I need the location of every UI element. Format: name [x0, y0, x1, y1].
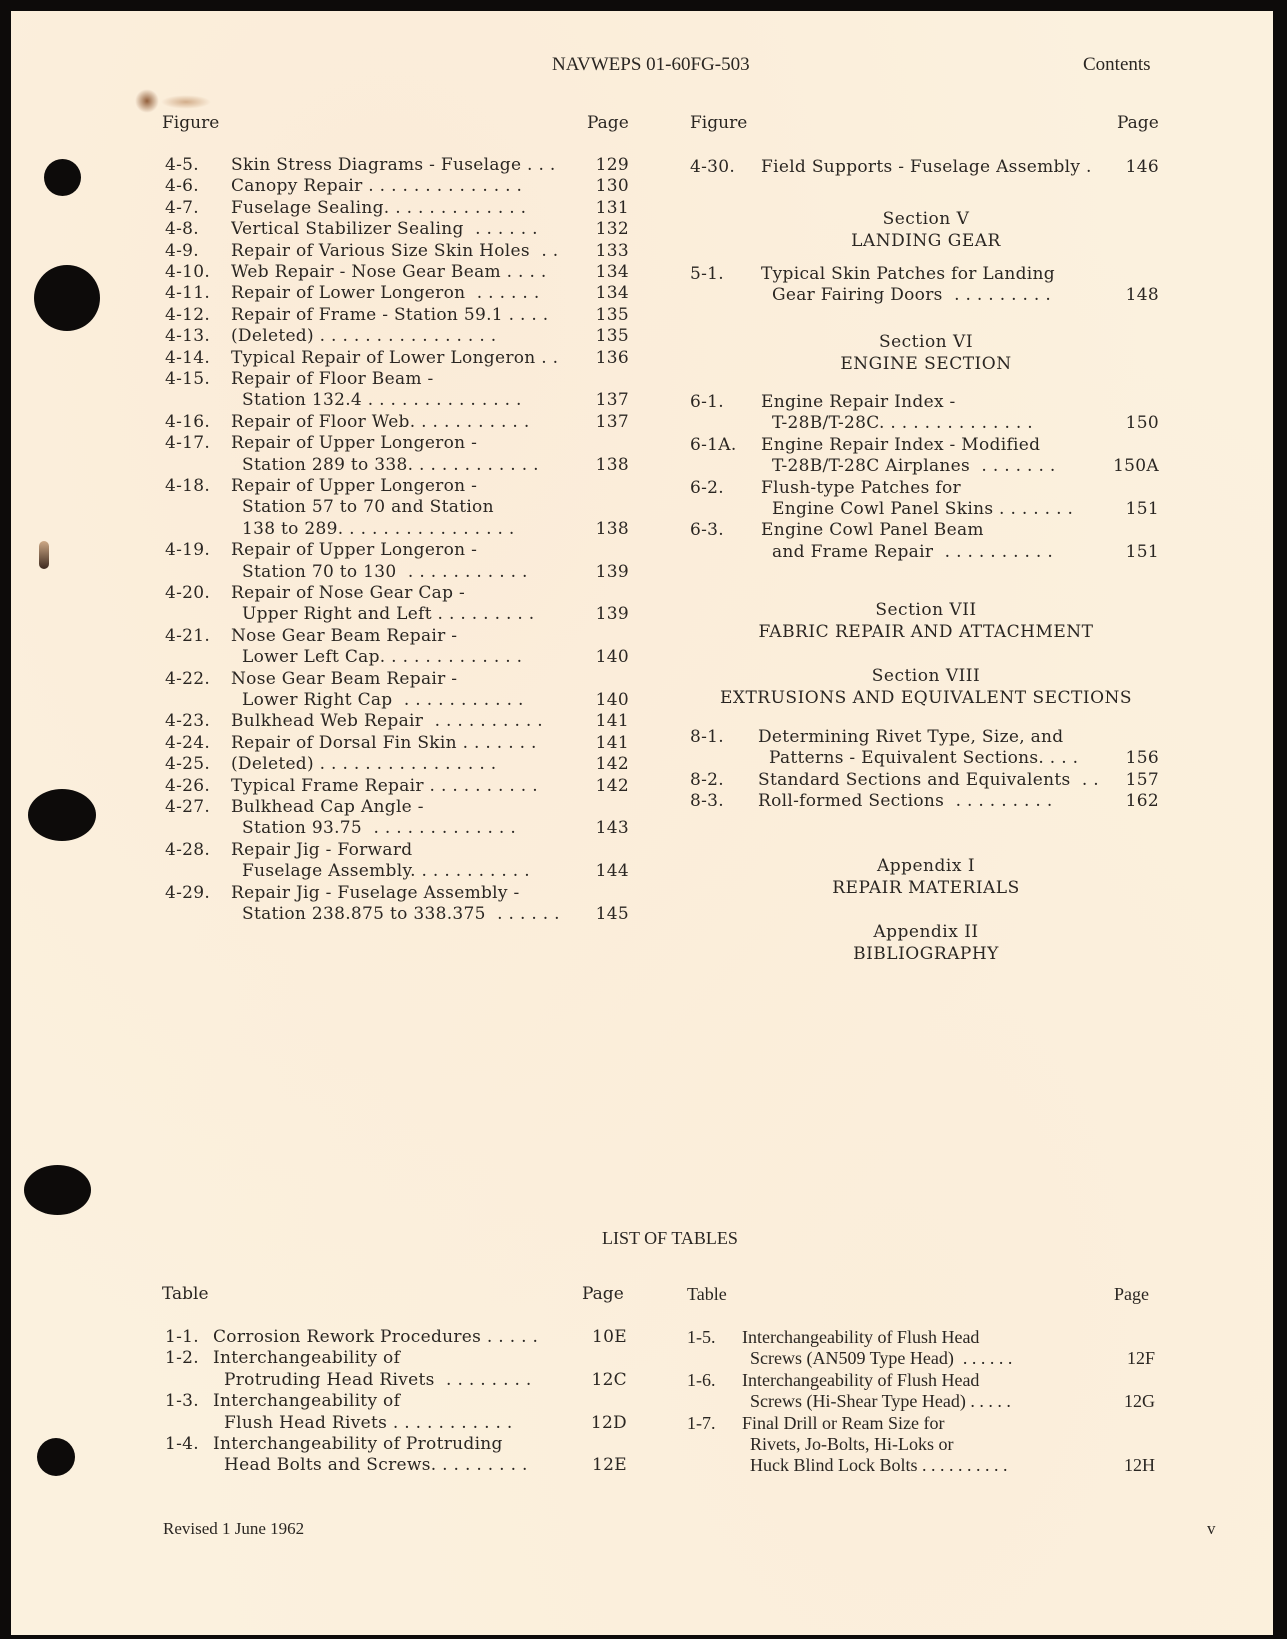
entry-number: 4-9. [165, 240, 199, 261]
entry-number: 4-19. [165, 540, 211, 561]
entry-number: 4-14. [165, 347, 211, 368]
entry-page: 140 [595, 647, 629, 668]
page-column-header: Page [582, 1284, 624, 1304]
entry-number: 4-10. [165, 262, 211, 282]
entry-number: 4-17. [165, 433, 211, 454]
entry-title: Repair of Frame - Station 59.1 . . . . [231, 304, 549, 325]
entry-title: Upper Right and Left . . . . . . . . . [242, 604, 535, 625]
appendix-title: REPAIR MATERIALS [832, 878, 1020, 898]
entry-number: 8-3. [690, 791, 724, 812]
entry-number: 4-27. [165, 797, 211, 817]
entry-title: Repair of Upper Longeron - [231, 540, 478, 561]
entry-title: Nose Gear Beam Repair - [231, 625, 458, 646]
entry-page: 156 [1125, 748, 1159, 769]
entry-page: 135 [595, 326, 629, 347]
section-heading: Section VII [875, 600, 977, 620]
entry-title: Repair of Upper Longeron - [231, 433, 478, 454]
appendix-title: BIBLIOGRAPHY [853, 944, 999, 964]
entry-page: 10E [592, 1327, 627, 1347]
page-column-header: Page [1114, 1284, 1149, 1304]
entry-title: Repair of Floor Web. . . . . . . . . . . [231, 411, 530, 432]
entry-number: 4-15. [165, 369, 211, 389]
entry-number: 4-6. [165, 176, 199, 197]
entry-page: 139 [595, 561, 629, 582]
entry-number: 5-1. [690, 264, 724, 284]
entry-page: 134 [595, 262, 629, 282]
binder-hole [34, 265, 100, 331]
entry-number: 4-29. [165, 882, 211, 903]
entry-title: Patterns - Equivalent Sections. . . . [769, 748, 1079, 769]
paper-stain [161, 95, 211, 109]
entry-title: Engine Repair Index - [761, 392, 956, 412]
entry-title: Skin Stress Diagrams - Fuselage . . . [231, 155, 556, 175]
section-heading: Section VI [878, 332, 974, 352]
entry-page: 141 [595, 711, 629, 732]
entry-title: Protruding Head Rivets . . . . . . . . [224, 1369, 532, 1390]
entry-number: 4-8. [165, 219, 199, 240]
entry-page: 151 [1125, 499, 1159, 519]
entry-number: 1-2. [165, 1348, 199, 1369]
entry-title: Field Supports - Fuselage Assembly . [761, 157, 1092, 177]
entry-title: Engine Cowl Panel Skins . . . . . . . [772, 499, 1074, 519]
entry-title: Corrosion Rework Procedures . . . . . [213, 1327, 539, 1347]
section-title: EXTRUSIONS AND EQUIVALENT SECTIONS [719, 688, 1133, 708]
entry-title: Station 70 to 130 . . . . . . . . . . . [242, 561, 528, 582]
entry-page: 12E [592, 1455, 627, 1476]
entry-page: 12H [1124, 1455, 1155, 1476]
entry-page: 12F [1126, 1348, 1155, 1369]
entry-number: 6-1A. [690, 434, 737, 455]
entry-title: Gear Fairing Doors . . . . . . . . . [772, 285, 1052, 306]
entry-page: 137 [595, 390, 629, 411]
entry-title: Repair Jig - Forward [231, 839, 413, 860]
entry-number: 4-28. [165, 839, 211, 860]
document-id: NAVWEPS 01-60FG-503 [552, 54, 750, 75]
entry-number: 4-12. [165, 304, 211, 325]
binder-hole [28, 789, 96, 841]
entry-title: Bulkhead Web Repair . . . . . . . . . . [231, 711, 543, 732]
document-page [11, 11, 1273, 1635]
entry-title: Engine Cowl Panel Beam [761, 520, 984, 541]
entry-title: Typical Skin Patches for Landing [761, 264, 1055, 284]
entry-title: Vertical Stabilizer Sealing . . . . . . [231, 219, 538, 240]
entry-number: 4-23. [165, 711, 211, 732]
entry-page: 143 [595, 818, 629, 839]
revision-date: Revised 1 June 1962 [163, 1519, 305, 1538]
entry-title: Head Bolts and Screws. . . . . . . . . [224, 1455, 528, 1476]
entry-number: 4-11. [165, 283, 211, 304]
entry-page: 138 [595, 454, 629, 475]
entry-title: Repair of Upper Longeron - [231, 476, 478, 496]
list-of-tables-heading: LIST OF TABLES [602, 1228, 738, 1248]
entry-number: 1-4. [165, 1434, 199, 1454]
entry-number: 4-20. [165, 583, 211, 603]
entry-page: 145 [595, 904, 629, 924]
binder-hole [44, 159, 81, 196]
page-column-header: Page [587, 113, 629, 133]
entry-title: Huck Blind Lock Bolts . . . . . . . . . . [750, 1455, 1008, 1476]
entry-title: and Frame Repair . . . . . . . . . . [772, 541, 1054, 562]
section-title: ENGINE SECTION [840, 354, 1012, 374]
entry-page: 141 [595, 732, 629, 753]
entry-title: Screws (AN509 Type Head) . . . . . . [750, 1348, 1013, 1369]
entry-number: 4-30. [690, 157, 736, 177]
figure-column-header: Figure [690, 113, 748, 133]
entry-page: 150A [1113, 456, 1159, 477]
section-title: LANDING GEAR [851, 231, 1001, 251]
entry-title: Bulkhead Cap Angle - [231, 797, 424, 817]
entry-title: Final Drill or Ream Size for [742, 1412, 945, 1433]
entry-page: 12C [591, 1369, 627, 1390]
page-column-header: Page [1117, 113, 1159, 133]
appendix-heading: Appendix I [876, 856, 976, 876]
entry-number: 8-1. [690, 727, 724, 747]
figure-column-header: Figure [162, 113, 220, 133]
entry-title: Repair of Lower Longeron . . . . . . [231, 283, 540, 304]
entry-title: Repair Jig - Fuselage Assembly - [231, 882, 520, 903]
paper-stain [39, 541, 49, 569]
entry-title: Interchangeability of Flush Head [742, 1327, 980, 1347]
section-heading: Section V [882, 209, 970, 229]
entry-page: 142 [595, 754, 629, 775]
entry-title: Repair of Floor Beam - [231, 369, 434, 389]
entry-page: 130 [595, 176, 629, 197]
entry-title: Standard Sections and Equivalents . . [758, 769, 1100, 790]
entry-title: Nose Gear Beam Repair - [231, 668, 458, 689]
entry-page: 12G [1124, 1391, 1155, 1412]
entry-title: 138 to 289. . . . . . . . . . . . . . . . [242, 518, 515, 539]
entry-title: Repair of Various Size Skin Holes . . [231, 240, 559, 261]
entry-title: Screws (Hi-Shear Type Head) . . . . . [750, 1391, 1011, 1412]
entry-number: 8-2. [690, 769, 724, 790]
entry-number: 4-5. [165, 155, 199, 175]
entry-page: 133 [595, 240, 629, 261]
entry-title: Determining Rivet Type, Size, and [758, 727, 1064, 747]
entry-number: 1-1. [165, 1327, 199, 1347]
entry-number: 4-18. [165, 476, 211, 496]
entry-number: 4-13. [165, 326, 211, 347]
entry-number: 1-7. [687, 1412, 716, 1433]
entry-title: Fuselage Assembly. . . . . . . . . . . [242, 861, 530, 882]
entry-page: 137 [595, 411, 629, 432]
entry-page: 134 [595, 283, 629, 304]
entry-title: Typical Repair of Lower Longeron . . [231, 347, 559, 368]
entry-title: Lower Right Cap . . . . . . . . . . . [242, 690, 524, 710]
entry-title: Interchangeability of [213, 1391, 401, 1412]
entry-page: 144 [595, 861, 629, 882]
entry-page: 131 [595, 197, 629, 218]
entry-title: Flush Head Rivets . . . . . . . . . . . [224, 1412, 513, 1433]
binder-hole [37, 1438, 75, 1476]
entry-title: T-28B/T-28C Airplanes . . . . . . . [772, 456, 1056, 477]
entry-title: Interchangeability of [213, 1348, 401, 1369]
entry-number: 1-3. [165, 1391, 199, 1412]
entry-title: Interchangeability of Flush Head [742, 1369, 980, 1390]
entry-page: 146 [1125, 157, 1159, 177]
entry-page: 139 [595, 604, 629, 625]
entry-page: 148 [1125, 285, 1159, 306]
table-column-header: Table [162, 1284, 209, 1304]
entry-title: Station 238.875 to 338.375 . . . . . . [242, 904, 560, 924]
table-column-header: Table [687, 1284, 727, 1304]
entry-number: 4-26. [165, 775, 211, 796]
entry-title: Station 93.75 . . . . . . . . . . . . . [242, 818, 517, 839]
entry-title: Roll-formed Sections . . . . . . . . . [758, 791, 1053, 812]
section-label: Contents [1083, 54, 1151, 75]
entry-number: 4-21. [165, 625, 211, 646]
entry-page: 162 [1125, 791, 1159, 812]
entry-title: Fuselage Sealing. . . . . . . . . . . . . [231, 197, 527, 218]
page-number: v [1207, 1519, 1216, 1538]
entry-title: Flush-type Patches for [761, 477, 961, 498]
entry-number: 4-7. [165, 197, 199, 218]
section-title: FABRIC REPAIR AND ATTACHMENT [758, 622, 1094, 642]
entry-page: 136 [595, 347, 629, 368]
entry-title: Canopy Repair . . . . . . . . . . . . . . [231, 176, 523, 197]
entry-number: 1-5. [687, 1327, 716, 1347]
entry-page: 132 [595, 219, 629, 240]
entry-number: 4-25. [165, 754, 211, 775]
entry-title: Repair of Nose Gear Cap - [231, 583, 466, 603]
entry-title: Repair of Dorsal Fin Skin . . . . . . . [231, 732, 537, 753]
entry-page: 138 [595, 518, 629, 539]
section-heading: Section VIII [871, 666, 981, 686]
entry-page: 129 [595, 155, 629, 175]
appendix-heading: Appendix II [873, 922, 979, 942]
entry-title: Lower Left Cap. . . . . . . . . . . . . [242, 647, 523, 668]
entry-title: (Deleted) . . . . . . . . . . . . . . . . [231, 326, 497, 347]
binder-hole [24, 1165, 91, 1215]
entry-number: 6-2. [690, 477, 724, 498]
entry-title: Typical Frame Repair . . . . . . . . . . [231, 775, 538, 796]
entry-page: 142 [595, 775, 629, 796]
paper-stain [135, 89, 159, 113]
entry-title: Engine Repair Index - Modified [761, 434, 1041, 455]
entry-page: 140 [595, 690, 629, 710]
entry-number: 1-6. [687, 1369, 716, 1390]
entry-title: Rivets, Jo-Bolts, Hi-Loks or [750, 1434, 954, 1454]
entry-title: Station 132.4 . . . . . . . . . . . . . . [242, 390, 522, 411]
entry-title: Station 289 to 338. . . . . . . . . . . . [242, 454, 539, 475]
entry-number: 6-1. [690, 392, 724, 412]
entry-title: (Deleted) . . . . . . . . . . . . . . . . [231, 754, 497, 775]
entry-title: Interchangeability of Protruding [213, 1434, 503, 1454]
entry-title: Station 57 to 70 and Station [242, 497, 494, 518]
entry-title: Web Repair - Nose Gear Beam . . . . [231, 262, 547, 282]
entry-title: T-28B/T-28C. . . . . . . . . . . . . . [772, 413, 1033, 434]
entry-number: 4-24. [165, 732, 211, 753]
entry-number: 6-3. [690, 520, 724, 541]
entry-page: 151 [1125, 541, 1159, 562]
entry-number: 4-22. [165, 668, 211, 689]
entry-page: 135 [595, 304, 629, 325]
entry-number: 4-16. [165, 411, 211, 432]
entry-page: 150 [1125, 413, 1159, 434]
entry-page: 12D [590, 1412, 627, 1433]
entry-page: 157 [1125, 769, 1159, 790]
